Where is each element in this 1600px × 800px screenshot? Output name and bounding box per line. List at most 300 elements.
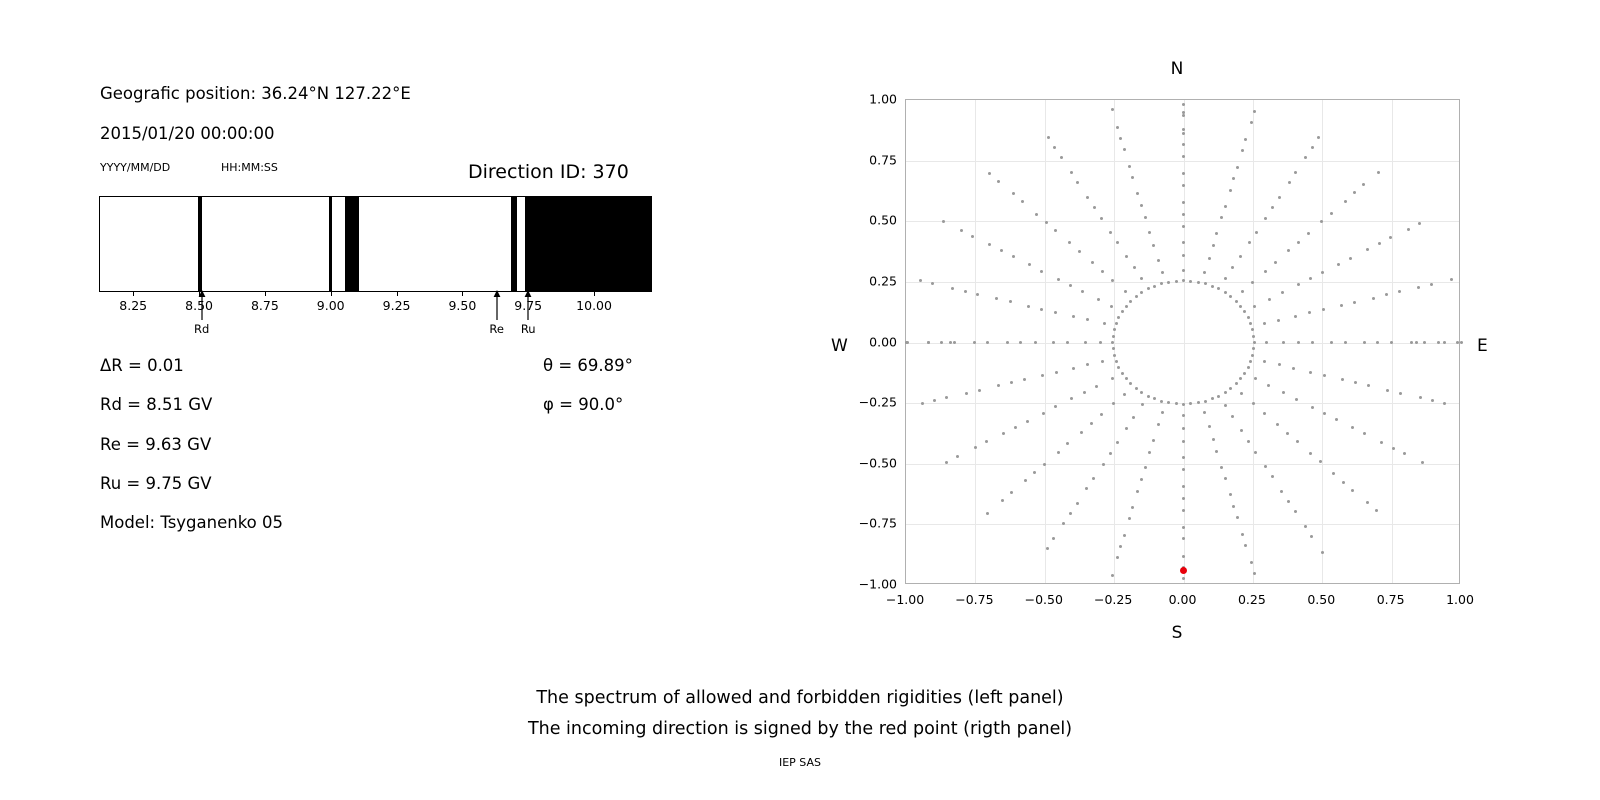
direction-dot xyxy=(953,341,956,344)
direction-dot xyxy=(1101,360,1104,363)
direction-dot xyxy=(1121,310,1124,313)
direction-dot xyxy=(951,287,954,290)
direction-dot xyxy=(1109,231,1112,234)
direction-dot xyxy=(1280,490,1283,493)
direction-dot xyxy=(1043,463,1046,466)
direction-dot xyxy=(1265,341,1268,344)
direction-dot xyxy=(1215,450,1218,453)
theta-value: θ = 69.89° xyxy=(543,356,633,375)
cardinal-east-label: E xyxy=(1477,336,1488,356)
sky-y-tick-label: −0.25 xyxy=(858,394,897,410)
direction-dot xyxy=(1182,254,1185,257)
direction-dot xyxy=(1241,290,1244,293)
direction-dot xyxy=(1097,298,1100,301)
direction-dot xyxy=(1095,385,1098,388)
direction-dot xyxy=(1344,341,1347,344)
forbidden-band xyxy=(511,196,517,292)
direction-dot xyxy=(1243,372,1246,375)
direction-dot xyxy=(1046,547,1049,550)
direction-dot xyxy=(1410,341,1413,344)
direction-dot xyxy=(1128,165,1131,168)
direction-dot xyxy=(1129,382,1132,385)
sky-y-tick-label: −0.50 xyxy=(858,455,897,471)
direction-dot xyxy=(1203,271,1206,274)
direction-dot xyxy=(1182,414,1185,417)
marker-arrow-re xyxy=(492,290,502,320)
forbidden-band xyxy=(329,196,332,292)
direction-dot xyxy=(1235,382,1238,385)
direction-dot xyxy=(1157,259,1160,262)
direction-dot xyxy=(1182,497,1185,500)
direction-dot xyxy=(1295,398,1298,401)
forbidden-band xyxy=(198,196,203,292)
direction-dot xyxy=(1323,412,1326,415)
direction-dot xyxy=(1254,451,1257,454)
direction-dot xyxy=(1247,440,1250,443)
re-value: Re = 9.63 GV xyxy=(100,435,212,454)
direction-dot xyxy=(1337,263,1340,266)
direction-dot xyxy=(1182,155,1185,158)
direction-dot xyxy=(1309,277,1312,280)
direction-dot xyxy=(1297,283,1300,286)
direction-dot xyxy=(1372,297,1375,300)
direction-dot xyxy=(1220,216,1223,219)
grid-line-horizontal xyxy=(906,464,1459,465)
direction-dot xyxy=(1136,192,1139,195)
ru-value: Ru = 9.75 GV xyxy=(100,474,212,493)
direction-dot xyxy=(1366,248,1369,251)
direction-dot xyxy=(1141,403,1144,406)
direction-dot xyxy=(1001,499,1004,502)
direction-dot xyxy=(1311,406,1314,409)
direction-dot xyxy=(1132,416,1135,419)
direction-dot xyxy=(1009,300,1012,303)
direction-dot xyxy=(1215,232,1218,235)
direction-dot xyxy=(971,235,974,238)
direction-dot xyxy=(1349,257,1352,260)
direction-dot xyxy=(1076,502,1079,505)
direction-dot xyxy=(1152,244,1155,247)
spectrum-tick xyxy=(594,292,595,296)
direction-dot xyxy=(1161,271,1164,274)
direction-dot xyxy=(1148,451,1151,454)
direction-dot xyxy=(1099,341,1102,344)
direction-dot xyxy=(945,461,948,464)
direction-dot xyxy=(1068,241,1071,244)
direction-dot xyxy=(1102,463,1105,466)
direction-dot xyxy=(976,293,979,296)
direction-dot xyxy=(1182,132,1185,135)
direction-id: Direction ID: 370 xyxy=(468,161,629,183)
direction-dot xyxy=(1042,412,1045,415)
direction-dot xyxy=(1131,176,1134,179)
direction-dot xyxy=(1070,397,1073,400)
direction-dot xyxy=(1367,384,1370,387)
direction-dot xyxy=(1267,384,1270,387)
direction-dot xyxy=(1182,184,1185,187)
direction-dot xyxy=(1398,290,1401,293)
direction-dot xyxy=(1035,213,1038,216)
sky-x-tick-label: 0.25 xyxy=(1237,592,1266,607)
direction-dot xyxy=(1086,363,1089,366)
direction-dot xyxy=(965,392,968,395)
sky-y-tick-label: 0.00 xyxy=(869,334,897,349)
direction-dot xyxy=(1057,451,1060,454)
direction-dot xyxy=(1309,452,1312,455)
direction-dot xyxy=(1160,282,1163,285)
direction-dot xyxy=(1344,200,1347,203)
direction-dot xyxy=(1341,378,1344,381)
direction-dot xyxy=(1136,490,1139,493)
direction-dot xyxy=(1263,412,1266,415)
direction-dot xyxy=(1287,500,1290,503)
direction-dot xyxy=(1271,475,1274,478)
direction-dot xyxy=(1182,537,1185,540)
direction-dot xyxy=(1175,280,1178,283)
direction-dot xyxy=(1140,291,1143,294)
spectrum-x-axis xyxy=(99,292,652,336)
direction-dot xyxy=(942,220,945,223)
direction-dot xyxy=(940,341,943,344)
sky-x-tick-label: 0.00 xyxy=(1168,592,1197,607)
direction-dot xyxy=(1078,250,1081,253)
direction-dot xyxy=(1182,403,1185,406)
direction-dot xyxy=(1135,387,1138,390)
direction-dot xyxy=(1033,471,1036,474)
direction-dot xyxy=(1208,425,1211,428)
direction-dot xyxy=(1182,468,1185,471)
direction-dot xyxy=(988,172,991,175)
direction-dot xyxy=(1292,367,1295,370)
direction-dot xyxy=(931,282,934,285)
direction-dot xyxy=(1119,545,1122,548)
direction-dot xyxy=(1353,191,1356,194)
direction-dot xyxy=(1354,381,1357,384)
direction-dot xyxy=(1101,270,1104,273)
direction-dot xyxy=(1353,301,1356,304)
sky-y-tick-label: 0.25 xyxy=(869,273,897,289)
direction-dot xyxy=(1332,472,1335,475)
direction-dot xyxy=(1363,432,1366,435)
delta-r-value: ΔR = 0.01 xyxy=(100,356,184,375)
direction-dot xyxy=(1278,363,1281,366)
direction-dot xyxy=(1052,341,1055,344)
direction-dot xyxy=(995,297,998,300)
direction-dot xyxy=(1297,341,1300,344)
spectrum-tick-label: 9.75 xyxy=(514,298,543,313)
direction-dot xyxy=(1229,387,1232,390)
cardinal-south-label: S xyxy=(1171,623,1183,643)
direction-dot xyxy=(1028,263,1031,266)
spectrum-tick-label: 9.00 xyxy=(316,298,345,313)
direction-dot xyxy=(960,229,963,232)
direction-dot xyxy=(988,243,991,246)
direction-dot xyxy=(997,180,1000,183)
direction-dot xyxy=(1012,255,1015,258)
direction-dot xyxy=(1236,516,1239,519)
direction-dot xyxy=(1182,509,1185,512)
direction-dot xyxy=(1288,181,1291,184)
direction-dot xyxy=(1113,328,1116,331)
direction-dot xyxy=(1040,308,1043,311)
direction-dot xyxy=(1249,360,1252,363)
sky-direction-plot xyxy=(905,99,1460,584)
direction-dot xyxy=(1182,427,1185,430)
direction-dot xyxy=(1110,305,1113,308)
forbidden-band xyxy=(345,196,359,292)
direction-dot xyxy=(1147,395,1150,398)
direction-dot xyxy=(1217,395,1220,398)
direction-dot xyxy=(1131,506,1134,509)
direction-dot xyxy=(1423,341,1426,344)
direction-dot xyxy=(1294,510,1297,513)
direction-dot xyxy=(1304,156,1307,159)
direction-dot xyxy=(1236,166,1239,169)
direction-dot xyxy=(1208,257,1211,260)
direction-dot xyxy=(1229,493,1232,496)
direction-dot xyxy=(1069,512,1072,515)
direction-dot xyxy=(1330,341,1333,344)
caption-line-2: The incoming direction is signed by the red point (rigth panel) xyxy=(527,719,1073,739)
direction-dot xyxy=(1160,400,1163,403)
direction-dot xyxy=(1157,423,1160,426)
direction-dot xyxy=(1241,533,1244,536)
direction-dot xyxy=(985,440,988,443)
direction-dot xyxy=(1054,405,1057,408)
direction-dot xyxy=(1304,525,1307,528)
direction-dot xyxy=(1224,404,1227,407)
spectrum-tick xyxy=(265,292,266,296)
direction-dot xyxy=(1116,441,1119,444)
direction-dot xyxy=(1175,402,1178,405)
direction-dot xyxy=(1224,477,1227,480)
direction-dot xyxy=(1085,487,1088,490)
direction-dot xyxy=(1241,149,1244,152)
direction-dot xyxy=(1309,371,1312,374)
direction-dot xyxy=(978,389,981,392)
direction-dot xyxy=(1211,397,1214,400)
direction-dot xyxy=(1460,341,1463,344)
grid-line-vertical xyxy=(1045,100,1046,583)
direction-dot xyxy=(1027,305,1030,308)
direction-dot xyxy=(1103,322,1106,325)
direction-dot xyxy=(1231,266,1234,269)
direction-dot xyxy=(1119,137,1122,140)
direction-dot xyxy=(1140,277,1143,280)
rd-value: Rd = 8.51 GV xyxy=(100,395,213,414)
direction-dot xyxy=(1431,399,1434,402)
grid-line-horizontal xyxy=(906,221,1459,222)
direction-dot xyxy=(1220,466,1223,469)
direction-dot xyxy=(1240,392,1243,395)
direction-dot xyxy=(905,341,908,344)
direction-dot xyxy=(1253,110,1256,113)
direction-dot xyxy=(1294,171,1297,174)
direction-dot xyxy=(1002,432,1005,435)
cardinal-west-label: W xyxy=(831,336,848,356)
direction-dot xyxy=(1111,574,1114,577)
sky-x-tick-label: 1.00 xyxy=(1446,592,1474,607)
direction-dot xyxy=(1263,360,1266,363)
direction-dot xyxy=(927,341,930,344)
direction-dot xyxy=(1317,136,1320,139)
direction-dot xyxy=(1239,255,1242,258)
direction-dot xyxy=(1123,534,1126,537)
direction-dot xyxy=(1224,291,1227,294)
direction-dot xyxy=(1418,222,1421,225)
direction-dot xyxy=(1239,377,1242,380)
direction-dot xyxy=(1182,172,1185,175)
direction-dot xyxy=(1116,241,1119,244)
direction-dot xyxy=(1117,366,1120,369)
direction-dot xyxy=(1239,305,1242,308)
direction-dot xyxy=(1034,341,1037,344)
direction-dot xyxy=(1375,509,1378,512)
direction-dot xyxy=(1100,413,1103,416)
sky-x-tick-label: −0.25 xyxy=(1093,592,1133,607)
spectrum-tick-label: 10.00 xyxy=(576,298,612,313)
direction-dot xyxy=(1253,572,1256,575)
model-value: Model: Tsyganenko 05 xyxy=(100,513,284,532)
direction-dot xyxy=(1366,501,1369,504)
direction-dot xyxy=(1268,298,1271,301)
direction-dot xyxy=(1204,282,1207,285)
direction-dot xyxy=(1182,201,1185,204)
direction-dot xyxy=(1450,278,1453,281)
direction-dot xyxy=(1330,212,1333,215)
direction-dot xyxy=(1086,318,1089,321)
direction-dot xyxy=(1053,146,1056,149)
spectrum-tick-label: 9.50 xyxy=(448,298,477,313)
grid-line-horizontal xyxy=(906,161,1459,162)
direction-dot xyxy=(1045,221,1048,224)
direction-dot xyxy=(1090,422,1093,425)
direction-dot xyxy=(1167,281,1170,284)
direction-dot xyxy=(1182,213,1185,216)
direction-dot xyxy=(1091,261,1094,264)
direction-dot xyxy=(1385,293,1388,296)
direction-dot xyxy=(1182,143,1185,146)
direction-dot xyxy=(1386,389,1389,392)
direction-dot xyxy=(1323,374,1326,377)
direction-dot xyxy=(1217,287,1220,290)
direction-dot xyxy=(1115,322,1118,325)
direction-dot xyxy=(1014,426,1017,429)
direction-dot xyxy=(1054,229,1057,232)
direction-dot xyxy=(1377,171,1380,174)
direction-dot xyxy=(1390,341,1393,344)
geographic-position: Geografic position: 36.24°N 127.22°E xyxy=(100,84,411,103)
direction-dot xyxy=(1125,377,1128,380)
direction-dot xyxy=(1140,478,1143,481)
direction-dot xyxy=(1093,206,1096,209)
direction-dot xyxy=(1253,341,1256,344)
direction-dot xyxy=(1047,136,1050,139)
direction-dot xyxy=(1308,311,1311,314)
marker-label-rd: Rd xyxy=(194,322,210,336)
direction-dot xyxy=(1041,374,1044,377)
direction-dot xyxy=(1055,371,1058,374)
direction-dot xyxy=(1311,341,1314,344)
direction-dot xyxy=(1080,431,1083,434)
direction-dot xyxy=(1403,452,1406,455)
direction-dot xyxy=(1335,418,1338,421)
direction-dot xyxy=(1161,411,1164,414)
marker-arrow-rd xyxy=(197,290,207,320)
direction-dot xyxy=(1351,426,1354,429)
direction-dot xyxy=(1072,315,1075,318)
direction-dot xyxy=(1251,281,1254,284)
direction-dot xyxy=(1023,378,1026,381)
direction-dot xyxy=(1247,366,1250,369)
direction-dot xyxy=(1040,270,1043,273)
direction-dot xyxy=(1125,427,1128,430)
direction-dot xyxy=(1076,181,1079,184)
direction-dot xyxy=(1250,121,1253,124)
rigidity-spectrum-chart xyxy=(99,196,652,292)
direction-dot xyxy=(1144,216,1147,219)
direction-dot xyxy=(1109,452,1112,455)
direction-dot xyxy=(1182,103,1185,106)
direction-dot xyxy=(1057,278,1060,281)
direction-dot xyxy=(1006,341,1009,344)
direction-dot xyxy=(1321,551,1324,554)
direction-dot xyxy=(1243,310,1246,313)
direction-dot xyxy=(1380,441,1383,444)
direction-dot xyxy=(1321,271,1324,274)
direction-dot xyxy=(1307,232,1310,235)
direction-dot xyxy=(1203,411,1206,414)
incoming-direction-point xyxy=(1180,567,1187,574)
direction-dot xyxy=(1140,391,1143,394)
direction-dot xyxy=(1123,148,1126,151)
direction-dot xyxy=(1252,335,1255,338)
direction-dot xyxy=(1417,286,1420,289)
direction-dot xyxy=(1182,269,1185,272)
direction-dot xyxy=(1231,415,1234,418)
spectrum-tick xyxy=(331,292,332,296)
sky-y-tick-label: −0.75 xyxy=(858,515,897,531)
direction-dot xyxy=(1212,244,1215,247)
spectrum-tick-label: 8.50 xyxy=(185,298,213,313)
direction-dot xyxy=(949,341,952,344)
direction-dot xyxy=(1415,341,1418,344)
direction-dot xyxy=(1351,489,1354,492)
direction-dot xyxy=(1244,544,1247,547)
marker-label-re: Re xyxy=(489,322,504,336)
direction-dot xyxy=(1066,442,1069,445)
direction-dot xyxy=(1430,283,1433,286)
direction-dot xyxy=(1121,372,1124,375)
direction-dot xyxy=(1282,341,1285,344)
direction-dot xyxy=(1083,391,1086,394)
direction-dot xyxy=(1081,290,1084,293)
direction-dot xyxy=(1182,526,1185,529)
direction-dot xyxy=(1253,305,1256,308)
direction-dot xyxy=(1229,189,1232,192)
direction-dot xyxy=(1054,311,1057,314)
direction-dot xyxy=(1024,479,1027,482)
direction-dot xyxy=(1128,517,1131,520)
direction-dot xyxy=(1019,341,1022,344)
direction-dot xyxy=(1232,505,1235,508)
direction-dot xyxy=(945,396,948,399)
direction-dot xyxy=(1277,319,1280,322)
direction-dot xyxy=(1116,556,1119,559)
grid-line-vertical xyxy=(1322,100,1323,583)
direction-dot xyxy=(1052,537,1055,540)
direction-dot xyxy=(1135,295,1138,298)
